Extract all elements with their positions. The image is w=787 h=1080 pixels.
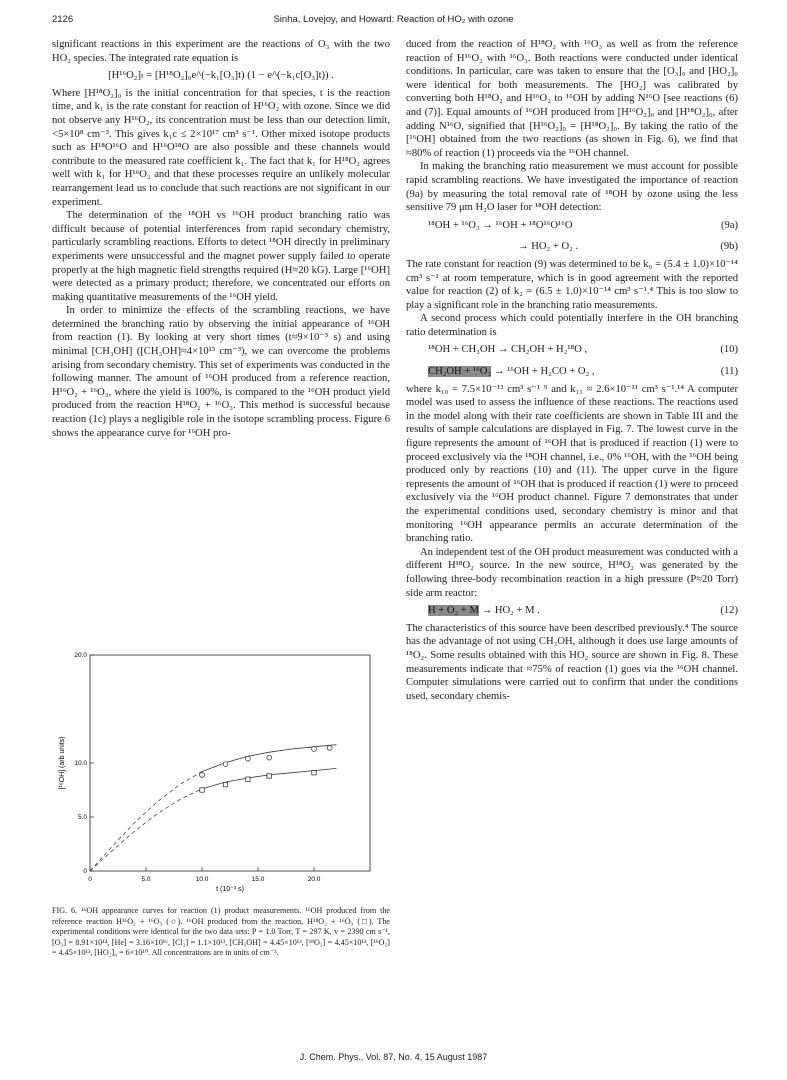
data-point-circle [312,747,317,752]
equation-number: (12) [720,605,738,617]
equation-number: (9a) [720,219,738,231]
highlighted-term: H + O₂ + M [428,605,479,617]
x-tick-label: 20.0 [307,876,321,883]
x-axis-label: t (10⁻³ s) [216,886,244,893]
equation-11 [406,361,738,383]
equation-text: [H¹⁶O₂]ₜ = [H¹⁸O₂]₀e^(−k₁[O₃]t) (1 − e^(−k₁c[O₃]t)) . [108,70,334,82]
figure-6 [52,649,390,904]
data-point-circle [267,755,272,760]
x-tick-label: 10.0 [195,876,209,883]
data-point-circle [200,772,205,777]
page-number: 2126 [52,14,74,25]
paragraph: A second process which could potentially interfere in the OH branching ratio determination is [406,313,738,338]
running-title: Sinha, Lovejoy, and Howard: Reaction of HO₂ with ozone [273,14,514,25]
figure-caption: FIG. 6. ¹⁶OH appearance curves for reaction (1) product measurements. ¹⁶OH produced from the reference reaction H¹⁶O₂ + ¹⁶O₃ (○). ¹⁶OH produced from the reaction, H¹⁸O₂ + ¹⁶O₃ (□). The experimental conditions were identical for the two data sets: P = 1.0 Torr, T = 297 K, v = 2390 cm s⁻¹, [O₃] = 8.91×10¹⁴, [He] = 3.16×10¹⁶, [Cl₂] = 1.1×10¹³, [CH₃OH] = 4.45×10¹³, [¹⁸O₂] = 4.45×10¹³, [¹⁶O₂] = 4.45×10¹³, [HO₂]₀ = 6×10¹⁰. All concentrations are in units of cm⁻³. [52,906,390,958]
equation-rate [52,65,390,87]
data-point-square [246,777,250,781]
paragraph: where k₁₀ = 7.5×10⁻¹³ cm³ s⁻¹ ⁹ and k₁₁ ≈ 2.6×10⁻¹¹ cm³ s⁻¹.¹⁴ A computer model was used to assess the influence of these reactions. The reactions used in the model along with their rate coefficients are shown in Table III and the results of sample calculations are displayed in Fig. 7. The lowest curve in the figure represents the amount of ¹⁶OH that is produced if reaction (1) were to proceed exclusively via the ¹⁸OH channel, i.e., 0% ¹⁶OH, with the ¹⁶OH being produced only by reactions (10) and (11). The upper curve in the figure represents the amount of ¹⁶OH that is produced if reaction (1) were to proceed exclusively via the ¹⁶OH product channel. Figure 7 demonstrates that under the experimental conditions used, secondary chemistry is minor and that monitoring ¹⁶OH appearance permits an accurate determination of the branching ratio. [406,383,738,545]
equation-text [428,604,540,618]
fit-curve-square-extrapolated [90,789,202,871]
equation-rest: → HO₂ + M . [478,605,540,617]
x-tick-label: 0 [88,876,92,883]
data-point-circle [327,745,332,750]
equation-12 [406,600,738,622]
equation-text: → HO₂ + O₂ . [518,241,579,253]
paragraph: duced from the reaction of H¹⁸O₂ with ¹⁶O₃ as well as from the reference reaction of H¹⁶O₂ with ¹⁶O₃. Both reactions were conducted under identical conditions. In particular, care was taken to ensure that the [O₃]₀ and [HO₂]₀ were identical for both measurements. The [HO₂] was calibrated by converting both H¹⁸O₂ and H¹⁶O₂ to ¹⁶OH by adding N¹⁶O [see reactions (6) and (7)]. Equal amounts of ¹⁶OH produced from [H¹⁶O₂]₀ and [H¹⁸O₂]₀, after adding N¹⁶O, signified that [H¹⁶O₂]₀ = [H¹⁸O₂]₀. By taking the ratio of the [¹⁶OH] obtained from the two reactions (as shown in Fig. 6), we find that ≈80% of reaction (1) proceeds via the ¹⁶OH channel. [406,39,738,159]
figure-6-chart [52,649,390,904]
y-tick-label: 0 [83,868,87,875]
x-tick-label: 5.0 [141,876,151,883]
equation-10 [406,339,738,361]
paragraph: The rate constant for reaction (9) was determined to be k₉ = (5.4 ± 1.0)×10⁻¹⁴ cm³ s⁻¹ at room temperature, which is in good agreement with the reported value for reaction (2) of k₂ = (6.5 ± 1.0)×10⁻¹⁴ cm³ s⁻¹.⁴ This is too slow to play a significant role in the branching ratio measurements. [406,258,738,311]
paragraph: The determination of the ¹⁸OH vs ¹⁶OH product branching ratio was difficult because of potential interferences from rapid secondary chemistry, particularly scrambling reactions. Efforts to detect ¹⁸OH directly in preliminary experiments were unsuccessful and the magnet power supply failed to operate properly at the high magnetic field strengths required (H≈20 kG). Large [¹⁶OH] were detected as a primary product; therefore, we concentrated our efforts on making quantitative measurements of the ¹⁶OH yield. [52,210,390,303]
equation-9b [406,236,738,258]
equation-number: (10) [720,344,738,356]
plot-frame [90,655,370,871]
page-footer: J. Chem. Phys., Vol. 87, No. 4, 15 August 1987 [299,1052,488,1062]
paragraph: Where [H¹⁸O₂]₀ is the initial concentration for that species, t is the reaction time, and k₁ is the rate constant for reaction of H¹⁶O₂ with ozone. Since we did not observe any H¹⁶O₂, its concentration must be less than our detection limit, <5×10⁸ cm⁻³. This gives k₁c ≤ 2×10¹⁷ cm³ s⁻¹. Other mixed isotope products such as H¹⁸O¹⁶O and H¹⁶O¹⁸O are also possible and these channels would contribute to the measured rate coefficient k₁. The fact that k₁ for H¹⁸O₂ agrees well with k₁ for H¹⁶O₂ and that these processes require an unlikely molecular rearrangement lead us to conclude that such reactions are not significant in our experiment. [52,87,390,208]
equation-number: (11) [720,366,738,378]
paragraph: significant reactions in this experiment are the reactions of O₃ with the two HO₂ species. The integrated rate equation is [52,39,390,64]
data-point-square [267,774,271,778]
data-point-square [223,782,227,786]
y-tick-label: 10.0 [74,760,87,767]
x-tick-label: 15.0 [251,876,265,883]
paragraph: In making the branching ratio measurement we must account for possible rapid scrambling reactions. We have investigated the importance of reaction (9a) by measuring the total removal rate of ¹⁸OH by ozone using the less sensitive 79 μm H₂O laser for ¹⁸OH detection: [406,161,738,214]
right-column [406,38,738,703]
equation-text: ¹⁸OH + ¹⁶O₃ → ¹⁶OH + ¹⁸O¹⁶O¹⁶O [428,219,573,231]
equation-number: (9b) [720,241,738,253]
page-header [52,14,735,28]
paragraph: The characteristics of this source have been described previously.⁴ The source has the advantage of not using CH₃OH, although it does use large amounts of ¹⁸O₂. Some results obtained with this HO₂ source are shown in Fig. 8. These measurements indicate that ≈75% of reaction (1) goes via the ¹⁶OH channel. Computer simulations were carried out to confirm that under the conditions used, secondary chemis- [406,622,738,702]
equation-9a [406,215,738,237]
data-point-square [200,788,204,792]
data-point-square [312,771,316,775]
equation-rest: → ¹⁶OH + H₂CO + O₂ , [491,366,595,378]
y-tick-label: 20.0 [74,652,87,659]
left-column [52,38,390,440]
paragraph: In order to minimize the effects of the scrambling reactions, we have determined the branching ratio by observing the initial appearance of ¹⁶OH from reaction (1). By looking at very short times (t≈9×10⁻³ s) and using minimal [CH₃OH] ([CH₃OH]≈4×10¹³ cm⁻³), we can overcome the problems arising from secondary chemistry. This set of experiments was conducted in the following manner. The amount of ¹⁶OH produced from a reference reaction, H¹⁶O₂ + ¹⁶O₃, where the yield is 100%, is compared to the ¹⁶OH product yield produced from the reaction H¹⁸O₂ + ¹⁶O₃. This method is successful because reaction (1c) plays a negligible role in the isotope scrambling process. Figure 6 shows the appearance curve for ¹⁶OH pro- [52,305,390,439]
data-point-circle [223,762,228,767]
y-tick-label: 5.0 [77,814,87,821]
y-axis-label: [¹⁶OH] (arb units) [59,736,66,790]
highlighted-term: CH₂OH + ¹⁶O₃ [428,366,492,378]
data-point-circle [246,756,251,761]
equation-text [428,365,595,379]
equation-text: ¹⁸OH + CH₃OH → CH₂OH + H₂¹⁸O , [428,344,588,356]
paragraph: An independent test of the OH product measurement was conducted with a different H¹⁸O₂ source. In the new source, H¹⁸O₂ was generated by the following three-body recombination reaction in a high pressure (P≈20 Torr) side arm reactor: [406,546,739,599]
